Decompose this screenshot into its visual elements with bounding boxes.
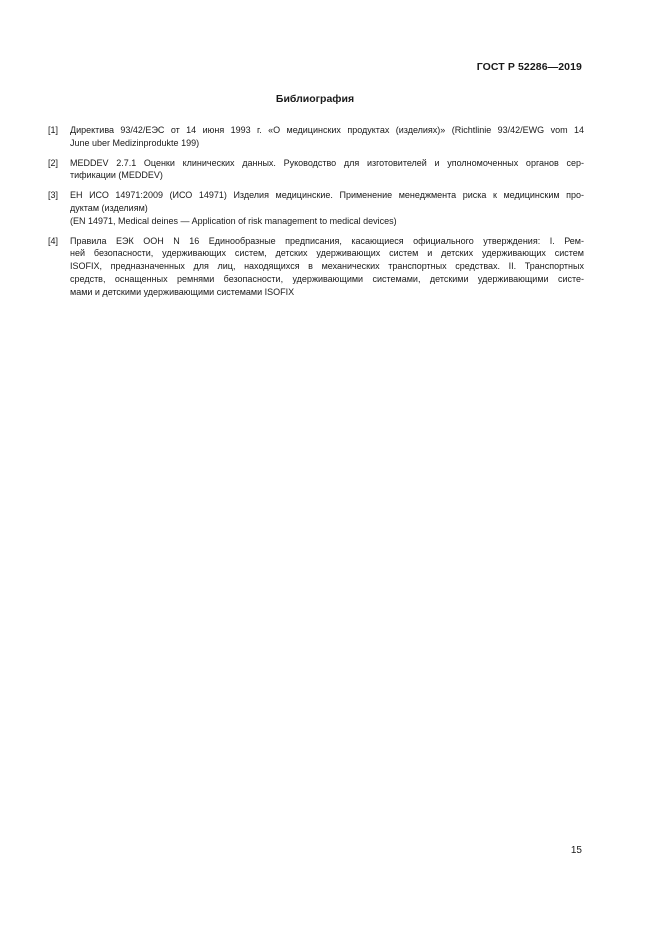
entry-number: [3]: [48, 190, 59, 201]
document-code: ГОСТ Р 52286—2019: [476, 61, 582, 73]
bibliography-list: [48, 124, 584, 306]
entry-text-line: мами и детскими удерживающими системами ISOFIX: [70, 286, 295, 297]
entry-text-line: тификации (MEDDEV): [70, 170, 163, 181]
entry-number: [4]: [48, 235, 59, 246]
bibliography-entry: [48, 235, 584, 299]
bibliography-entry: [48, 189, 584, 227]
entry-text-line: June uber Medizinprodukte 199): [70, 137, 200, 148]
entry-text-line: ISOFIX, предназначенных для лиц, находящихся в механических транспортных средствах. II. Транспортных: [70, 261, 584, 272]
entry-text-line: средств, оснащенных ремнями безопасности, удерживающими системами, детскими удерживающими систе-: [70, 273, 584, 284]
entry-text-line: (EN 14971, Medical deines — Application of risk management to medical devices): [70, 215, 397, 226]
entry-text-line: дуктам (изделиям): [70, 202, 148, 213]
section-title: Библиография: [275, 93, 355, 105]
bibliography-entry: [48, 124, 584, 150]
page-number: 15: [570, 845, 582, 856]
entry-text-line: Правила ЕЭК ООН N 16 Единообразные предписания, касающиеся официального утверждения: I. Рем-: [70, 235, 584, 246]
bibliography-entry: [48, 157, 584, 183]
entry-text-line: MEDDEV 2.7.1 Оценки клинических данных. Руководство для изготовителей и уполномоченных органов сер-: [70, 157, 584, 168]
entry-number: [1]: [48, 125, 59, 135]
entry-text-line: ней безопасности, удерживающих систем, детских удерживающих систем и детских удерживающих систем: [70, 248, 584, 259]
entry-number: [2]: [48, 157, 59, 168]
entry-text-line: ЕН ИСО 14971:2009 (ИСО 14971) Изделия медицинские. Применение менеджмента риска к медицинским про-: [70, 190, 584, 201]
entry-text-line: Директива 93/42/ЕЭС от 14 июня 1993 г. «О медицинских продуктах (изделиях)» (Richtlinie 93/42/EWG vom 14: [70, 125, 584, 135]
